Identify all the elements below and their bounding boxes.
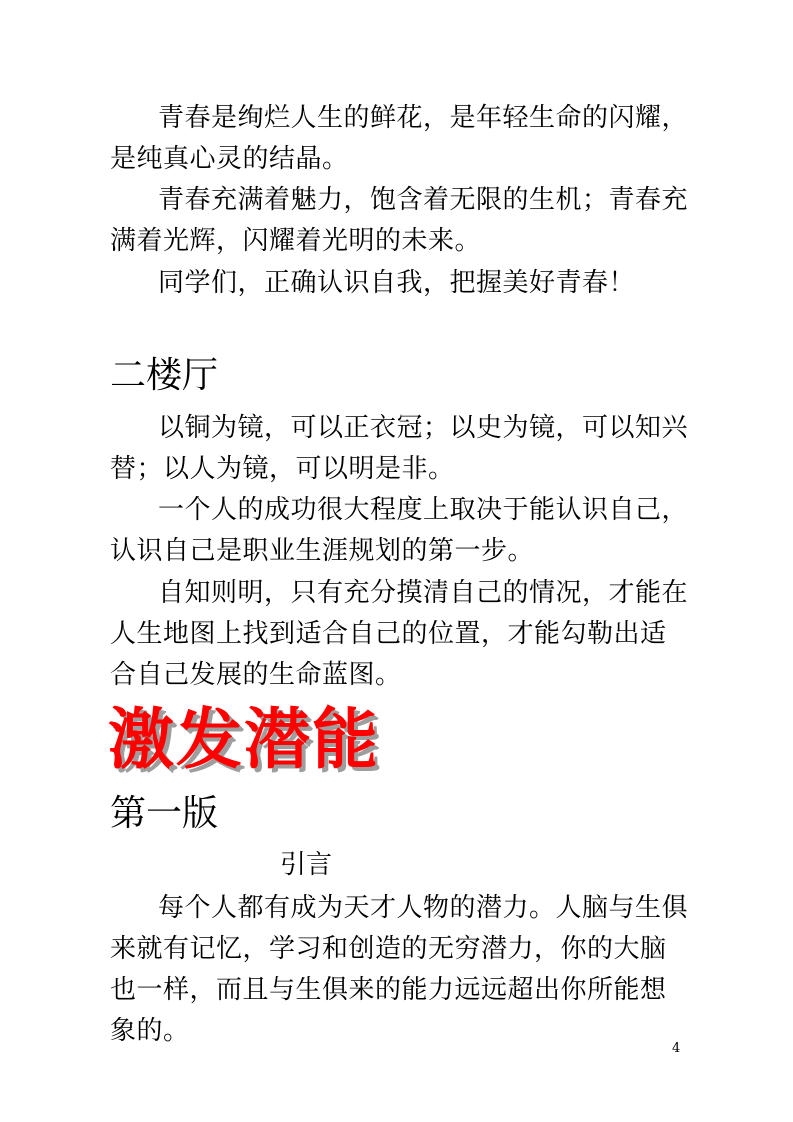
section-heading: 二楼厅 bbox=[110, 355, 219, 396]
page-number: 4 bbox=[672, 1041, 681, 1056]
paragraph-self-knowledge: 自知则明，只有充分摸清自己的情况，才能在人生地图上找到适合自己的位置，才能勾勒出适合自己发展的生命蓝图。 bbox=[110, 578, 689, 690]
paragraph-intro: 每个人都有成为天才人物的潜力。人脑与生俱来就有记忆，学习和创造的无穷潜力，你的大脑也一样，而且与生俱来的能力远远超出你所能想象的。 bbox=[110, 893, 689, 1046]
paragraph-mirror: 以铜为镜，可以正衣冠；以史为镜，可以知兴替；以人为镜，可以明是非。 bbox=[110, 413, 689, 484]
big-title: 激发潜能 bbox=[108, 701, 380, 778]
paragraph-success: 一个人的成功很大程度上取决于能认识自己，认识自己是职业生涯规划的第一步。 bbox=[110, 495, 689, 566]
paragraph-youth-flower: 青春是绚烂人生的鲜花，是年轻生命的闪耀，是纯真心灵的结晶。 bbox=[110, 103, 689, 174]
edition-heading: 第一版 bbox=[110, 793, 219, 834]
paragraph-youth-call: 同学们，正确认识自我，把握美好青春！ bbox=[158, 268, 636, 298]
intro-label: 引言 bbox=[280, 850, 333, 880]
paragraph-youth-charm: 青春充满着魅力，饱含着无限的生机；青春充满着光辉，闪耀着光明的未来。 bbox=[110, 185, 689, 256]
